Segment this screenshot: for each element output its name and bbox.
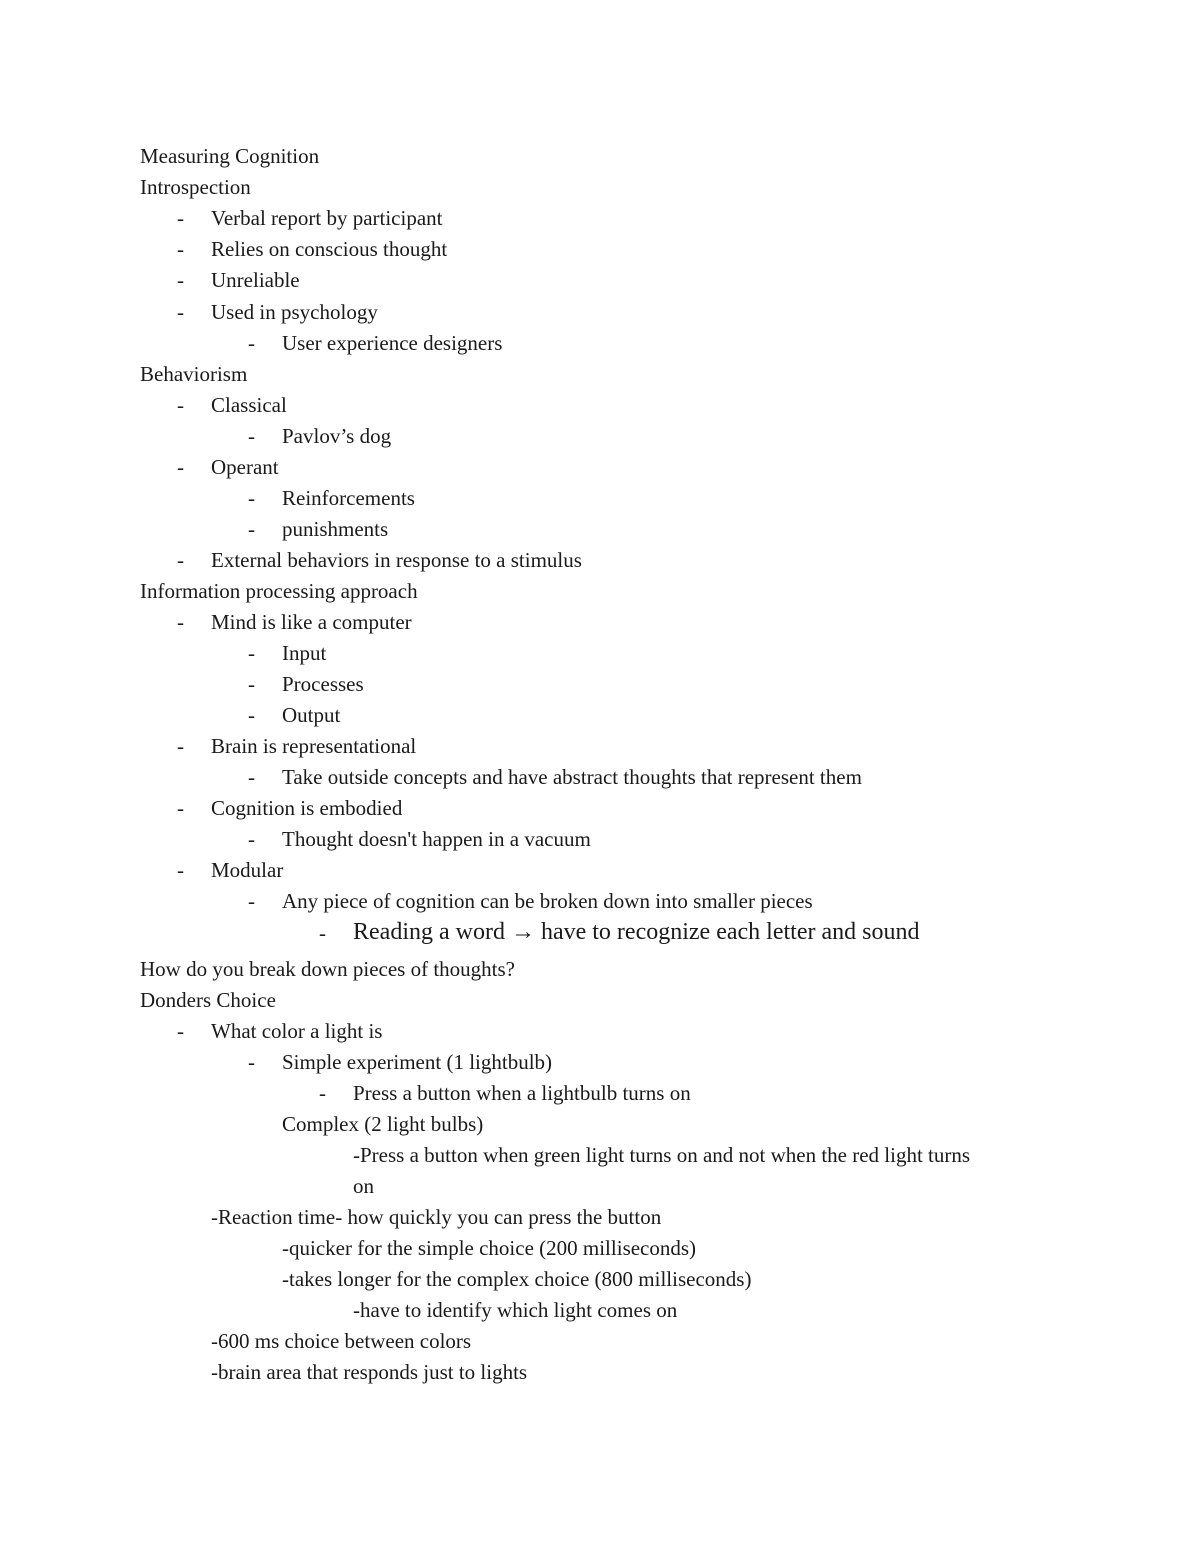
- list-item: Verbal report by participant: [211, 206, 443, 230]
- list-item: Unreliable: [211, 268, 300, 292]
- list-item: Classical: [211, 393, 287, 417]
- list-item: What color a light is: [211, 1019, 383, 1043]
- list-item: Input: [282, 641, 327, 665]
- bullet-dash: -: [177, 796, 184, 820]
- list-item: User experience designers: [282, 331, 503, 355]
- bullet-dash: -: [248, 331, 255, 355]
- list-item: Reinforcements: [282, 486, 415, 510]
- list-item: Relies on conscious thought: [211, 237, 448, 261]
- bullet-dash: -: [248, 424, 255, 448]
- bullet-dash: -: [248, 641, 255, 665]
- bullet-dash: -: [248, 827, 255, 851]
- list-item: Processes: [282, 672, 364, 696]
- list-item: -takes longer for the complex choice (800 milliseconds): [282, 1267, 752, 1291]
- list-item: punishments: [282, 517, 389, 541]
- list-item: Pavlov’s dog: [282, 424, 392, 448]
- bullet-dash: -: [177, 455, 184, 479]
- bullet-dash: -: [177, 1019, 184, 1043]
- list-item: Thought doesn't happen in a vacuum: [282, 827, 591, 851]
- bullet-dash: -: [177, 610, 184, 634]
- list-item: Simple experiment (1 lightbulb): [282, 1050, 553, 1074]
- list-item: -brain area that responds just to lights: [211, 1360, 528, 1384]
- heading-question: How do you break down pieces of thoughts?: [140, 957, 516, 981]
- bullet-dash: -: [248, 486, 255, 510]
- list-item: Take outside concepts and have abstract thoughts that represent them: [282, 765, 862, 789]
- bullet-dash: -: [248, 1050, 255, 1074]
- bullet-dash: -: [319, 1081, 326, 1105]
- list-item: Any piece of cognition can be broken down into smaller pieces: [282, 889, 813, 913]
- list-item: -Reaction time- how quickly you can press the button: [211, 1205, 662, 1229]
- list-item: Reading a word → have to recognize each letter and sound: [353, 919, 920, 945]
- bullet-dash: -: [177, 548, 184, 572]
- list-item: Output: [282, 703, 341, 727]
- heading-behaviorism: Behaviorism: [140, 362, 248, 386]
- bullet-dash: -: [248, 703, 255, 727]
- list-item: Modular: [211, 858, 284, 882]
- heading-information-processing: Information processing approach: [140, 579, 418, 603]
- bullet-dash: -: [177, 734, 184, 758]
- bullet-dash: -: [248, 765, 255, 789]
- heading-measuring-cognition: Measuring Cognition: [140, 144, 320, 168]
- bullet-dash: -: [177, 237, 184, 261]
- list-item: -have to identify which light comes on: [353, 1298, 678, 1322]
- list-item: Mind is like a computer: [211, 610, 412, 634]
- list-item: Cognition is embodied: [211, 796, 403, 820]
- bullet-dash: -: [248, 517, 255, 541]
- bullet-dash: -: [177, 300, 184, 324]
- list-item: on: [353, 1174, 374, 1198]
- heading-introspection: Introspection: [140, 175, 251, 199]
- list-item: Operant: [211, 455, 279, 479]
- list-item: Press a button when a lightbulb turns on: [353, 1081, 691, 1105]
- bullet-dash: -: [177, 206, 184, 230]
- bullet-dash: -: [177, 858, 184, 882]
- list-item: -quicker for the simple choice (200 milliseconds): [282, 1236, 697, 1260]
- bullet-dash: -: [319, 921, 326, 945]
- bullet-dash: -: [248, 672, 255, 696]
- bullet-dash: -: [177, 393, 184, 417]
- bullet-dash: -: [248, 889, 255, 913]
- list-item: External behaviors in response to a stimulus: [211, 548, 582, 572]
- heading-donders-choice: Donders Choice: [140, 988, 276, 1012]
- list-item: -600 ms choice between colors: [211, 1329, 472, 1353]
- list-item: Used in psychology: [211, 300, 378, 324]
- list-item: -Press a button when green light turns on and not when the red light turns: [353, 1143, 971, 1167]
- list-item: Complex (2 light bulbs): [282, 1112, 484, 1136]
- list-item: Brain is representational: [211, 734, 417, 758]
- bullet-dash: -: [177, 268, 184, 292]
